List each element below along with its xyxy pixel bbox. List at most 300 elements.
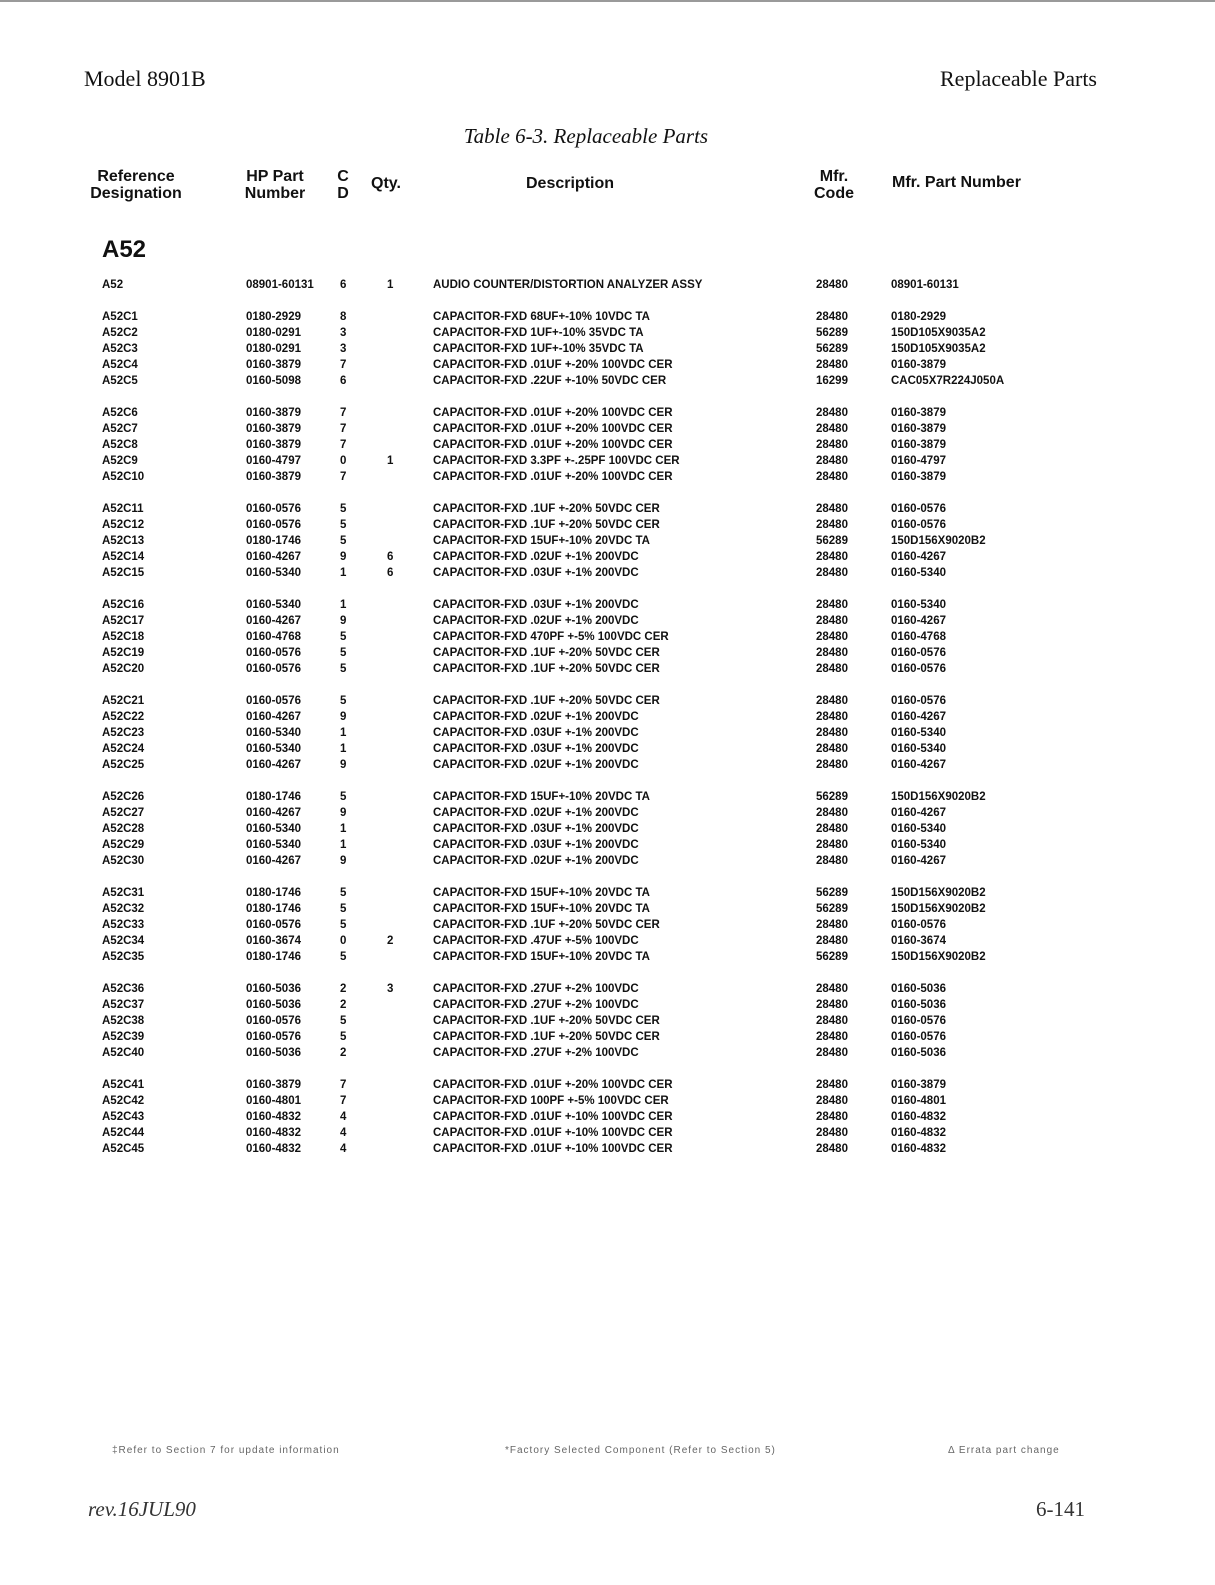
- table-row: [0, 709, 1215, 725]
- cell-mfr-part-number: 0160-0576: [891, 663, 946, 675]
- table-row: [0, 981, 1215, 997]
- cell-mfr-code: 56289: [816, 327, 848, 339]
- cell-description: CAPACITOR-FXD .02UF +-1% 200VDC: [433, 855, 639, 867]
- cell-reference: A52C8: [102, 439, 138, 451]
- cell-mfr-code: 28480: [816, 1127, 848, 1139]
- cell-reference: A52C31: [102, 887, 145, 899]
- cell-cd: 5: [340, 535, 347, 547]
- cell-mfr-code: 28480: [816, 567, 848, 579]
- cell-mfr-part-number: 0160-3674: [891, 935, 946, 947]
- cell-description: CAPACITOR-FXD 15UF+-10% 20VDC TA: [433, 951, 650, 963]
- cell-mfr-code: 28480: [816, 407, 848, 419]
- cell-mfr-code: 28480: [816, 711, 848, 723]
- table-row: [0, 837, 1215, 853]
- cell-description: CAPACITOR-FXD 15UF+-10% 20VDC TA: [433, 791, 650, 803]
- cell-description: CAPACITOR-FXD 3.3PF +-.25PF 100VDC CER: [433, 455, 680, 467]
- cell-cd: 8: [340, 311, 347, 323]
- footnote-update: ‡Refer to Section 7 for update information: [112, 1445, 340, 1456]
- cell-hp-part: 0160-5098: [246, 375, 301, 387]
- column-header-mfr-part-number: Mfr. Part Number: [892, 174, 1021, 191]
- cell-hp-part: 0160-0576: [246, 663, 301, 675]
- column-header-hp-part: [240, 168, 310, 202]
- cell-mfr-part-number: 150D156X9020B2: [891, 903, 986, 915]
- cell-mfr-part-number: 0160-5036: [891, 1047, 946, 1059]
- cell-hp-part: 0180-1746: [246, 951, 301, 963]
- table-row: [0, 469, 1215, 485]
- cell-reference: A52C15: [102, 567, 145, 579]
- cell-mfr-code: 56289: [816, 951, 848, 963]
- column-header-qty: Qty.: [371, 175, 401, 192]
- cell-description: CAPACITOR-FXD .03UF +-1% 200VDC: [433, 599, 639, 611]
- cell-reference: A52C29: [102, 839, 145, 851]
- cell-mfr-part-number: 0160-4267: [891, 759, 946, 771]
- cell-cd: 4: [340, 1143, 347, 1155]
- cell-cd: 6: [340, 375, 347, 387]
- cell-description: CAPACITOR-FXD .01UF +-20% 100VDC CER: [433, 359, 673, 371]
- cell-description: CAPACITOR-FXD .03UF +-1% 200VDC: [433, 743, 639, 755]
- cell-mfr-code: 28480: [816, 983, 848, 995]
- cell-reference: A52C4: [102, 359, 138, 371]
- cell-mfr-code: 28480: [816, 1031, 848, 1043]
- cell-mfr-code: 28480: [816, 1143, 848, 1155]
- cell-hp-part: 0180-1746: [246, 903, 301, 915]
- cell-description: CAPACITOR-FXD .02UF +-1% 200VDC: [433, 807, 639, 819]
- cell-description: CAPACITOR-FXD .1UF +-20% 50VDC CER: [433, 503, 660, 515]
- cell-hp-part: 0160-4267: [246, 759, 301, 771]
- column-header-hp-part-line2: Number: [244, 185, 306, 202]
- cell-reference: A52C43: [102, 1111, 145, 1123]
- section-label: A52: [102, 236, 147, 263]
- table-row: [0, 565, 1215, 581]
- table-row: [0, 821, 1215, 837]
- table-row: [0, 341, 1215, 357]
- table-row: [0, 1141, 1215, 1157]
- table-row: [0, 805, 1215, 821]
- table-row: [0, 645, 1215, 661]
- cell-hp-part: 0160-3879: [246, 359, 301, 371]
- cell-reference: A52C1: [102, 311, 138, 323]
- cell-reference: A52: [102, 279, 124, 291]
- cell-description: CAPACITOR-FXD .03UF +-1% 200VDC: [433, 839, 639, 851]
- column-header-reference: [88, 168, 184, 202]
- cell-description: CAPACITOR-FXD .01UF +-20% 100VDC CER: [433, 423, 673, 435]
- cell-mfr-part-number: 08901-60131: [891, 279, 959, 291]
- table-title: Table 6-3. Replaceable Parts: [463, 124, 709, 148]
- cell-reference: A52C40: [102, 1047, 145, 1059]
- table-row: [0, 517, 1215, 533]
- cell-hp-part: 0160-0576: [246, 695, 301, 707]
- cell-hp-part: 0180-2929: [246, 311, 301, 323]
- revision-date: rev.16JUL90: [88, 1497, 196, 1521]
- cell-cd: 7: [340, 423, 347, 435]
- cell-hp-part: 0160-4768: [246, 631, 301, 643]
- cell-mfr-part-number: 0180-2929: [891, 311, 946, 323]
- cell-cd: 7: [340, 1095, 347, 1107]
- cell-mfr-code: 28480: [816, 439, 848, 451]
- cell-mfr-code: 28480: [816, 823, 848, 835]
- table-row: [0, 501, 1215, 517]
- cell-mfr-code: 16299: [816, 375, 848, 387]
- cell-cd: 9: [340, 551, 347, 563]
- table-row: [0, 933, 1215, 949]
- cell-qty: 6: [387, 567, 394, 579]
- cell-mfr-part-number: 150D156X9020B2: [891, 887, 986, 899]
- cell-mfr-code: 28480: [816, 839, 848, 851]
- table-row: [0, 325, 1215, 341]
- column-header-cd-line2: D: [337, 185, 349, 202]
- cell-hp-part: 0160-5340: [246, 823, 301, 835]
- cell-cd: 5: [340, 503, 347, 515]
- section-header: Replaceable Parts: [940, 66, 1097, 91]
- cell-cd: 9: [340, 759, 347, 771]
- table-row: [0, 789, 1215, 805]
- cell-hp-part: 0160-3879: [246, 407, 301, 419]
- cell-cd: 3: [340, 343, 347, 355]
- table-row: [0, 741, 1215, 757]
- cell-cd: 9: [340, 711, 347, 723]
- cell-hp-part: 08901-60131: [246, 279, 314, 291]
- cell-hp-part: 0160-5340: [246, 599, 301, 611]
- cell-cd: 3: [340, 327, 347, 339]
- column-header-reference-line2: Designation: [90, 185, 182, 202]
- cell-cd: 5: [340, 1015, 347, 1027]
- cell-hp-part: 0160-5036: [246, 983, 301, 995]
- cell-cd: 6: [340, 279, 347, 291]
- cell-description: CAPACITOR-FXD .01UF +-20% 100VDC CER: [433, 1079, 673, 1091]
- cell-mfr-code: 28480: [816, 1047, 848, 1059]
- cell-reference: A52C7: [102, 423, 138, 435]
- cell-cd: 5: [340, 519, 347, 531]
- cell-mfr-code: 28480: [816, 855, 848, 867]
- table-row: [0, 661, 1215, 677]
- cell-mfr-part-number: 0160-3879: [891, 471, 946, 483]
- cell-mfr-part-number: 0160-5340: [891, 823, 946, 835]
- cell-reference: A52C36: [102, 983, 145, 995]
- cell-description: CAPACITOR-FXD .02UF +-1% 200VDC: [433, 759, 639, 771]
- cell-description: CAPACITOR-FXD .27UF +-2% 100VDC: [433, 1047, 639, 1059]
- table-row: [0, 1109, 1215, 1125]
- cell-reference: A52C10: [102, 471, 145, 483]
- cell-cd: 7: [340, 1079, 347, 1091]
- cell-description: CAPACITOR-FXD .01UF +-10% 100VDC CER: [433, 1111, 673, 1123]
- cell-description: CAPACITOR-FXD 15UF+-10% 20VDC TA: [433, 535, 650, 547]
- cell-description: CAPACITOR-FXD .01UF +-10% 100VDC CER: [433, 1127, 673, 1139]
- table-row: [0, 1125, 1215, 1141]
- cell-mfr-code: 28480: [816, 663, 848, 675]
- table-row: [0, 997, 1215, 1013]
- cell-cd: 1: [340, 727, 347, 739]
- cell-mfr-part-number: 0160-5036: [891, 999, 946, 1011]
- cell-description: CAPACITOR-FXD .1UF +-20% 50VDC CER: [433, 1031, 660, 1043]
- cell-cd: 1: [340, 599, 347, 611]
- cell-description: CAPACITOR-FXD 470PF +-5% 100VDC CER: [433, 631, 669, 643]
- cell-hp-part: 0160-4267: [246, 855, 301, 867]
- cell-reference: A52C28: [102, 823, 145, 835]
- cell-hp-part: 0160-0576: [246, 647, 301, 659]
- table-row: [0, 405, 1215, 421]
- cell-cd: 5: [340, 791, 347, 803]
- top-rule: [0, 0, 1215, 2]
- table-row: [0, 549, 1215, 565]
- cell-cd: 5: [340, 631, 347, 643]
- column-header-cd-line1: C: [337, 168, 349, 185]
- cell-hp-part: 0160-4267: [246, 551, 301, 563]
- cell-description: CAPACITOR-FXD .01UF +-10% 100VDC CER: [433, 1143, 673, 1155]
- cell-reference: A52C22: [102, 711, 145, 723]
- column-header-mfr-code-line2: Code: [814, 185, 854, 202]
- column-header-cd: [334, 168, 352, 202]
- cell-reference: A52C2: [102, 327, 138, 339]
- cell-hp-part: 0160-4832: [246, 1111, 301, 1123]
- cell-cd: 1: [340, 839, 347, 851]
- cell-mfr-part-number: 0160-4267: [891, 615, 946, 627]
- table-row: [0, 1077, 1215, 1093]
- cell-mfr-code: 28480: [816, 631, 848, 643]
- table-row: [0, 1029, 1215, 1045]
- cell-reference: A52C44: [102, 1127, 145, 1139]
- cell-description: CAPACITOR-FXD .01UF +-20% 100VDC CER: [433, 439, 673, 451]
- cell-reference: A52C20: [102, 663, 145, 675]
- cell-description: CAPACITOR-FXD .03UF +-1% 200VDC: [433, 823, 639, 835]
- cell-mfr-part-number: 0160-5340: [891, 567, 946, 579]
- cell-hp-part: 0160-4797: [246, 455, 301, 467]
- cell-hp-part: 0160-4801: [246, 1095, 301, 1107]
- table-row: [0, 373, 1215, 389]
- cell-mfr-part-number: 0160-4801: [891, 1095, 946, 1107]
- cell-mfr-code: 28480: [816, 359, 848, 371]
- cell-mfr-code: 56289: [816, 791, 848, 803]
- table-row: [0, 949, 1215, 965]
- cell-mfr-part-number: 150D156X9020B2: [891, 535, 986, 547]
- cell-reference: A52C26: [102, 791, 145, 803]
- cell-mfr-part-number: 0160-4267: [891, 711, 946, 723]
- cell-description: CAPACITOR-FXD .1UF +-20% 50VDC CER: [433, 519, 660, 531]
- cell-mfr-part-number: 150D105X9035A2: [891, 327, 986, 339]
- table-row: [0, 725, 1215, 741]
- table-row: [0, 309, 1215, 325]
- cell-hp-part: 0160-3879: [246, 1079, 301, 1091]
- cell-cd: 5: [340, 951, 347, 963]
- page-number: 6-141: [1036, 1497, 1085, 1521]
- cell-mfr-code: 28480: [816, 455, 848, 467]
- cell-reference: A52C39: [102, 1031, 145, 1043]
- table-row: [0, 437, 1215, 453]
- cell-cd: 9: [340, 615, 347, 627]
- cell-mfr-code: 28480: [816, 599, 848, 611]
- cell-mfr-code: 28480: [816, 1111, 848, 1123]
- cell-mfr-code: 28480: [816, 503, 848, 515]
- cell-hp-part: 0160-5340: [246, 567, 301, 579]
- cell-description: CAPACITOR-FXD 15UF+-10% 20VDC TA: [433, 887, 650, 899]
- cell-hp-part: 0180-0291: [246, 343, 301, 355]
- cell-mfr-code: 28480: [816, 1095, 848, 1107]
- table-row: [0, 597, 1215, 613]
- cell-hp-part: 0160-5340: [246, 839, 301, 851]
- cell-mfr-part-number: 0160-5340: [891, 599, 946, 611]
- cell-hp-part: 0160-0576: [246, 1015, 301, 1027]
- table-row: [0, 1093, 1215, 1109]
- cell-reference: A52C13: [102, 535, 145, 547]
- cell-cd: 5: [340, 647, 347, 659]
- cell-mfr-code: 28480: [816, 759, 848, 771]
- cell-reference: A52C14: [102, 551, 145, 563]
- model-header: Model 8901B: [84, 66, 206, 91]
- cell-hp-part: 0160-4267: [246, 807, 301, 819]
- cell-mfr-code: 28480: [816, 615, 848, 627]
- cell-mfr-code: 28480: [816, 471, 848, 483]
- cell-reference: A52C35: [102, 951, 145, 963]
- cell-description: CAPACITOR-FXD .01UF +-20% 100VDC CER: [433, 407, 673, 419]
- cell-reference: A52C17: [102, 615, 145, 627]
- cell-description: CAPACITOR-FXD .03UF +-1% 200VDC: [433, 567, 639, 579]
- column-header-mfr-code: [808, 168, 860, 202]
- cell-mfr-code: 28480: [816, 1079, 848, 1091]
- cell-reference: A52C38: [102, 1015, 145, 1027]
- cell-reference: A52C27: [102, 807, 145, 819]
- cell-hp-part: 0160-0576: [246, 1031, 301, 1043]
- cell-mfr-code: 28480: [816, 423, 848, 435]
- cell-description: CAPACITOR-FXD .27UF +-2% 100VDC: [433, 999, 639, 1011]
- cell-mfr-code: 56289: [816, 343, 848, 355]
- cell-mfr-code: 28480: [816, 807, 848, 819]
- cell-mfr-part-number: 0160-0576: [891, 919, 946, 931]
- cell-mfr-part-number: 0160-5340: [891, 743, 946, 755]
- column-header-hp-part-line1: HP Part: [246, 168, 304, 185]
- cell-description: CAPACITOR-FXD .1UF +-20% 50VDC CER: [433, 1015, 660, 1027]
- cell-description: CAPACITOR-FXD .22UF +-10% 50VDC CER: [433, 375, 667, 387]
- cell-cd: 5: [340, 887, 347, 899]
- cell-qty: 2: [387, 935, 394, 947]
- cell-mfr-code: 28480: [816, 999, 848, 1011]
- cell-mfr-part-number: 0160-0576: [891, 647, 946, 659]
- cell-reference: A52C32: [102, 903, 145, 915]
- cell-mfr-part-number: 0160-5340: [891, 839, 946, 851]
- cell-qty: 3: [387, 983, 394, 995]
- cell-reference: A52C33: [102, 919, 145, 931]
- cell-hp-part: 0160-4267: [246, 615, 301, 627]
- table-row: [0, 453, 1215, 469]
- cell-description: CAPACITOR-FXD .1UF +-20% 50VDC CER: [433, 647, 660, 659]
- cell-mfr-code: 28480: [816, 695, 848, 707]
- cell-mfr-part-number: 0160-0576: [891, 503, 946, 515]
- cell-mfr-code: 28480: [816, 647, 848, 659]
- cell-mfr-part-number: 0160-3879: [891, 423, 946, 435]
- cell-description: CAPACITOR-FXD .02UF +-1% 200VDC: [433, 615, 639, 627]
- table-row: [0, 917, 1215, 933]
- cell-mfr-part-number: 0160-0576: [891, 1031, 946, 1043]
- cell-description: CAPACITOR-FXD .1UF +-20% 50VDC CER: [433, 695, 660, 707]
- cell-hp-part: 0160-0576: [246, 503, 301, 515]
- table-row: [0, 613, 1215, 629]
- cell-mfr-part-number: 0160-4267: [891, 855, 946, 867]
- cell-reference: A52C6: [102, 407, 138, 419]
- cell-mfr-part-number: 0160-4267: [891, 807, 946, 819]
- cell-description: CAPACITOR-FXD .1UF +-20% 50VDC CER: [433, 663, 660, 675]
- cell-cd: 1: [340, 823, 347, 835]
- cell-description: CAPACITOR-FXD 1UF+-10% 35VDC TA: [433, 343, 644, 355]
- cell-cd: 9: [340, 807, 347, 819]
- cell-description: CAPACITOR-FXD 15UF+-10% 20VDC TA: [433, 903, 650, 915]
- cell-mfr-part-number: 0160-3879: [891, 439, 946, 451]
- cell-mfr-code: 28480: [816, 743, 848, 755]
- cell-mfr-part-number: 0160-5340: [891, 727, 946, 739]
- cell-mfr-part-number: CAC05X7R224J050A: [891, 375, 1005, 387]
- cell-mfr-part-number: 0160-4832: [891, 1111, 946, 1123]
- cell-mfr-part-number: 150D156X9020B2: [891, 791, 986, 803]
- cell-description: CAPACITOR-FXD 1UF+-10% 35VDC TA: [433, 327, 644, 339]
- cell-reference: A52C37: [102, 999, 145, 1011]
- cell-reference: A52C3: [102, 343, 138, 355]
- cell-mfr-code: 28480: [816, 519, 848, 531]
- footnote-errata: Δ Errata part change: [948, 1445, 1060, 1456]
- cell-cd: 1: [340, 567, 347, 579]
- cell-reference: A52C30: [102, 855, 145, 867]
- table-row: [0, 421, 1215, 437]
- table-row: [0, 1013, 1215, 1029]
- cell-mfr-part-number: 0160-3879: [891, 407, 946, 419]
- footnote-factory-selected: *Factory Selected Component (Refer to Section 5): [505, 1445, 776, 1456]
- cell-description: CAPACITOR-FXD 68UF+-10% 10VDC TA: [433, 311, 650, 323]
- cell-mfr-part-number: 150D105X9035A2: [891, 343, 986, 355]
- cell-mfr-code: 28480: [816, 935, 848, 947]
- cell-reference: A52C34: [102, 935, 145, 947]
- cell-reference: A52C16: [102, 599, 145, 611]
- cell-hp-part: 0160-5036: [246, 1047, 301, 1059]
- cell-description: CAPACITOR-FXD .01UF +-20% 100VDC CER: [433, 471, 673, 483]
- cell-hp-part: 0180-0291: [246, 327, 301, 339]
- cell-hp-part: 0160-3879: [246, 423, 301, 435]
- cell-mfr-code: 56289: [816, 887, 848, 899]
- cell-mfr-part-number: 0160-3879: [891, 359, 946, 371]
- cell-hp-part: 0180-1746: [246, 535, 301, 547]
- cell-cd: 5: [340, 695, 347, 707]
- table-row: [0, 357, 1215, 373]
- cell-cd: 4: [340, 1111, 347, 1123]
- cell-description: CAPACITOR-FXD .1UF +-20% 50VDC CER: [433, 919, 660, 931]
- cell-cd: 5: [340, 903, 347, 915]
- cell-cd: 9: [340, 855, 347, 867]
- cell-hp-part: 0160-4267: [246, 711, 301, 723]
- cell-description: CAPACITOR-FXD .03UF +-1% 200VDC: [433, 727, 639, 739]
- cell-description: CAPACITOR-FXD .47UF +-5% 100VDC: [433, 935, 639, 947]
- cell-mfr-part-number: 0160-0576: [891, 1015, 946, 1027]
- cell-reference: A52C45: [102, 1143, 145, 1155]
- table-row: [0, 629, 1215, 645]
- cell-mfr-code: 28480: [816, 1015, 848, 1027]
- cell-mfr-part-number: 0160-0576: [891, 695, 946, 707]
- cell-cd: 0: [340, 455, 347, 467]
- cell-reference: A52C41: [102, 1079, 145, 1091]
- cell-cd: 4: [340, 1127, 347, 1139]
- cell-hp-part: 0160-5340: [246, 743, 301, 755]
- cell-hp-part: 0160-5340: [246, 727, 301, 739]
- cell-reference: A52C42: [102, 1095, 145, 1107]
- cell-cd: 5: [340, 663, 347, 675]
- cell-cd: 7: [340, 359, 347, 371]
- cell-cd: 5: [340, 919, 347, 931]
- cell-cd: 7: [340, 439, 347, 451]
- cell-mfr-part-number: 0160-4768: [891, 631, 946, 643]
- cell-reference: A52C12: [102, 519, 145, 531]
- cell-description: CAPACITOR-FXD .02UF +-1% 200VDC: [433, 551, 639, 563]
- cell-cd: 2: [340, 999, 347, 1011]
- column-header-mfr-code-line1: Mfr.: [819, 168, 849, 185]
- cell-mfr-code: 28480: [816, 551, 848, 563]
- table-row: [0, 757, 1215, 773]
- cell-mfr-part-number: 0160-0576: [891, 519, 946, 531]
- column-header-reference-line1: Reference: [97, 168, 175, 185]
- cell-reference: A52C5: [102, 375, 138, 387]
